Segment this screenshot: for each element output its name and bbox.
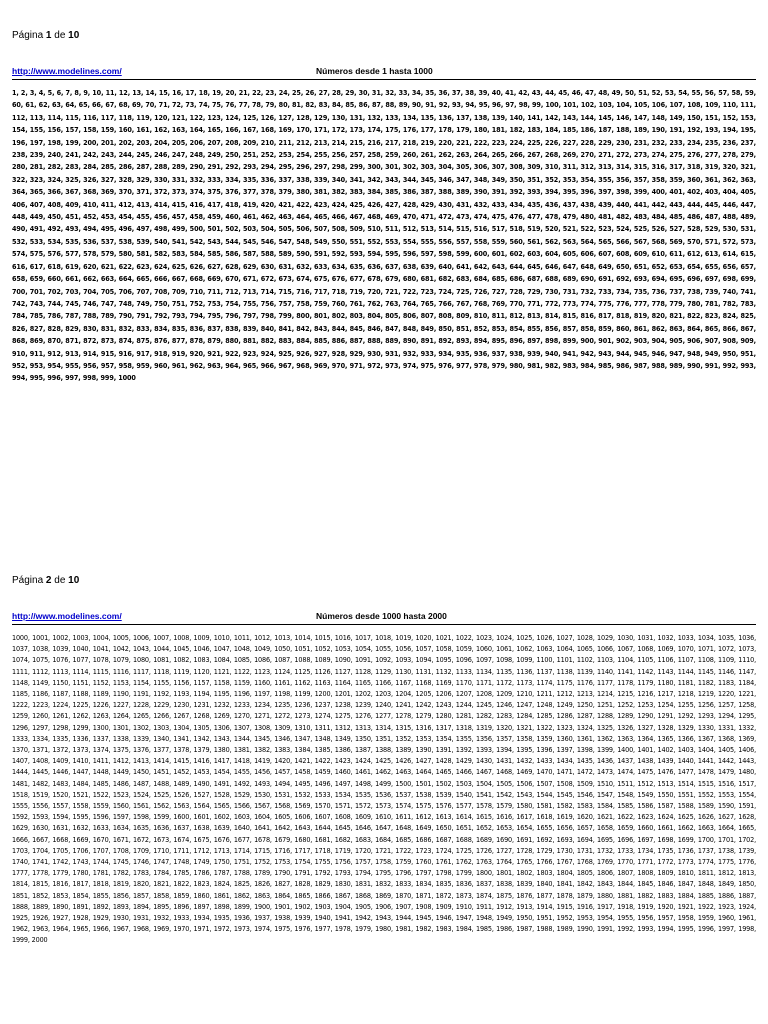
page-number: 2 — [45, 575, 52, 586]
page-title: Números desde 1000 hasta 2000 — [316, 611, 447, 621]
page-title: Números desde 1 hasta 1000 — [316, 66, 433, 76]
page-1 — [12, 30, 756, 385]
total-pages: 10 — [68, 30, 80, 41]
total-pages: 10 — [68, 575, 80, 586]
of-word: de — [54, 30, 66, 41]
page-word: Página — [12, 575, 44, 586]
of-word: de — [54, 575, 66, 586]
header-divider — [12, 624, 756, 625]
page-number: 1 — [45, 30, 52, 41]
site-link[interactable]: http://www.modelines.com/ — [12, 611, 122, 621]
site-link[interactable]: http://www.modelines.com/ — [12, 66, 122, 76]
header-divider — [12, 79, 756, 80]
page-2 — [12, 575, 756, 946]
page-word: Página — [12, 30, 44, 41]
page-header — [12, 65, 756, 77]
number-list: 1000, 1001, 1002, 1003, 1004, 1005, 1006, 1007, 1008, 1009, 1010, 1011, 1012, 1013, 1014, 1015, 1016, 1017, 1018, 1019, 1020, 1021, 1022, 1023, 1024, 1025, 1026, 1027, 1028, 1029, 1030, 1031, 1032, 1033, 1034, 1035, 1036, 1037, 1038, 1039, 1040, 1041, 1042, 1043, 1044, 1045, 1046, 1047, 1048, 1049, 1050, 1051, 1052, 1053, 1054, 1055, 1056, 1057, 1058, 1059, 1060, 1061, 1062, 1063, 1064, 1065, 1066, 1067, 1068, 1069, 1070, 1071, 1072, 1073, 1074, 1075, 1076, 1077, 1078, 1079, 1080, 1081, 1082, 1083, 1084, 1085, 1086, 1087, 1088, 1089, 1090, 1091, 1092, 1093, 1094, 1095, 1096, 1097, 1098, 1099, 1100, 1101, 1102, 1103, 1104, 1105, 1106, 1107, 1108, 1109, 1110, 1111, 1112, 1113, 1114, 1115, 1116, 1117, 1118, 1119, 1120, 1121, 1122, 1123, 1124, 1125, 1126, 1127, 1128, 1129, 1130, 1131, 1132, 1133, 1134, 1135, 1136, 1137, 1138, 1139, 1140, 1141, 1142, 1143, 1144, 1145, 1146, 1147, 1148, 1149, 1150, 1151, 1152, 1153, 1154, 1155, 1156, 1157, 1158, 1159, 1160, 1161, 1162, 1163, 1164, 1165, 1166, 1167, 1168, 1169, 1170, 1171, 1172, 1173, 1174, 1175, 1176, 1177, 1178, 1179, 1180, 1181, 1182, 1183, 1184, 1185, 1186, 1187, 1188, 1189, 1190, 1191, 1192, 1193, 1194, 1195, 1196, 1197, 1198, 1199, 1200, 1201, 1202, 1203, 1204, 1205, 1206, 1207, 1208, 1209, 1210, 1211, 1212, 1213, 1214, 1215, 1216, 1217, 1218, 1219, 1220, 1221, 1222, 1223, 1224, 1225, 1226, 1227, 1228, 1229, 1230, 1231, 1232, 1233, 1234, 1235, 1236, 1237, 1238, 1239, 1240, 1241, 1242, 1243, 1244, 1245, 1246, 1247, 1248, 1249, 1250, 1251, 1252, 1253, 1254, 1255, 1256, 1257, 1258, 1259, 1260, 1261, 1262, 1263, 1264, 1265, 1266, 1267, 1268, 1269, 1270, 1271, 1272, 1273, 1274, 1275, 1276, 1277, 1278, 1279, 1280, 1281, 1282, 1283, 1284, 1285, 1286, 1287, 1288, 1289, 1290, 1291, 1292, 1293, 1294, 1295, 1296, 1297, 1298, 1299, 1300, 1301, 1302, 1303, 1304, 1305, 1306, 1307, 1308, 1309, 1310, 1311, 1312, 1313, 1314, 1315, 1316, 1317, 1318, 1319, 1320, 1321, 1322, 1323, 1324, 1325, 1326, 1327, 1328, 1329, 1330, 1331, 1332, 1333, 1334, 1335, 1336, 1337, 1338, 1339, 1340, 1341, 1342, 1343, 1344, 1345, 1346, 1347, 1348, 1349, 1350, 1351, 1352, 1353, 1354, 1355, 1356, 1357, 1358, 1359, 1360, 1361, 1362, 1363, 1364, 1365, 1366, 1367, 1368, 1369, 1370, 1371, 1372, 1373, 1374, 1375, 1376, 1377, 1378, 1379, 1380, 1381, 1382, 1383, 1384, 1385, 1386, 1387, 1388, 1389, 1390, 1391, 1392, 1393, 1394, 1395, 1396, 1397, 1398, 1399, 1400, 1401, 1402, 1403, 1404, 1405, 1406, 1407, 1408, 1409, 1410, 1411, 1412, 1413, 1414, 1415, 1416, 1417, 1418, 1419, 1420, 1421, 1422, 1423, 1424, 1425, 1426, 1427, 1428, 1429, 1430, 1431, 1432, 1433, 1434, 1435, 1436, 1437, 1438, 1439, 1440, 1441, 1442, 1443, 1444, 1445, 1446, 1447, 1448, 1449, 1450, 1451, 1452, 1453, 1454, 1455, 1456, 1457, 1458, 1459, 1460, 1461, 1462, 1463, 1464, 1465, 1466, 1467, 1468, 1469, 1470, 1471, 1472, 1473, 1474, 1475, 1476, 1477, 1478, 1479, 1480, 1481, 1482, 1483, 1484, 1485, 1486, 1487, 1488, 1489, 1490, 1491, 1492, 1493, 1494, 1495, 1496, 1497, 1498, 1499, 1500, 1501, 1502, 1503, 1504, 1505, 1506, 1507, 1508, 1509, 1510, 1511, 1512, 1513, 1514, 1515, 1516, 1517, 1518, 1519, 1520, 1521, 1522, 1523, 1524, 1525, 1526, 1527, 1528, 1529, 1530, 1531, 1532, 1533, 1534, 1535, 1536, 1537, 1538, 1539, 1540, 1541, 1542, 1543, 1544, 1545, 1546, 1547, 1548, 1549, 1550, 1551, 1552, 1553, 1554, 1555, 1556, 1557, 1558, 1559, 1560, 1561, 1562, 1563, 1564, 1565, 1566, 1567, 1568, 1569, 1570, 1571, 1572, 1573, 1574, 1575, 1576, 1577, 1578, 1579, 1580, 1581, 1582, 1583, 1584, 1585, 1586, 1587, 1588, 1589, 1590, 1591, 1592, 1593, 1594, 1595, 1596, 1597, 1598, 1599, 1600, 1601, 1602, 1603, 1604, 1605, 1606, 1607, 1608, 1609, 1610, 1611, 1612, 1613, 1614, 1615, 1616, 1617, 1618, 1619, 1620, 1621, 1622, 1623, 1624, 1625, 1626, 1627, 1628, 1629, 1630, 1631, 1632, 1633, 1634, 1635, 1636, 1637, 1638, 1639, 1640, 1641, 1642, 1643, 1644, 1645, 1646, 1647, 1648, 1649, 1650, 1651, 1652, 1653, 1654, 1655, 1656, 1657, 1658, 1659, 1660, 1661, 1662, 1663, 1664, 1665, 1666, 1667, 1668, 1669, 1670, 1671, 1672, 1673, 1674, 1675, 1676, 1677, 1678, 1679, 1680, 1681, 1682, 1683, 1684, 1685, 1686, 1687, 1688, 1689, 1690, 1691, 1692, 1693, 1694, 1695, 1696, 1697, 1698, 1699, 1700, 1701, 1702, 1703, 1704, 1705, 1706, 1707, 1708, 1709, 1710, 1711, 1712, 1713, 1714, 1715, 1716, 1717, 1718, 1719, 1720, 1721, 1722, 1723, 1724, 1725, 1726, 1727, 1728, 1729, 1730, 1731, 1732, 1733, 1734, 1735, 1736, 1737, 1738, 1739, 1740, 1741, 1742, 1743, 1744, 1745, 1746, 1747, 1748, 1749, 1750, 1751, 1752, 1753, 1754, 1755, 1756, 1757, 1758, 1759, 1760, 1761, 1762, 1763, 1764, 1765, 1766, 1767, 1768, 1769, 1770, 1771, 1772, 1773, 1774, 1775, 1776, 1777, 1778, 1779, 1780, 1781, 1782, 1783, 1784, 1785, 1786, 1787, 1788, 1789, 1790, 1791, 1792, 1793, 1794, 1795, 1796, 1797, 1798, 1799, 1800, 1801, 1802, 1803, 1804, 1805, 1806, 1807, 1808, 1809, 1810, 1811, 1812, 1813, 1814, 1815, 1816, 1817, 1818, 1819, 1820, 1821, 1822, 1823, 1824, 1825, 1826, 1827, 1828, 1829, 1830, 1831, 1832, 1833, 1834, 1835, 1836, 1837, 1838, 1839, 1840, 1841, 1842, 1843, 1844, 1845, 1846, 1847, 1848, 1849, 1850, 1851, 1852, 1853, 1854, 1855, 1856, 1857, 1858, 1859, 1860, 1861, 1862, 1863, 1864, 1865, 1866, 1867, 1868, 1869, 1870, 1871, 1872, 1873, 1874, 1875, 1876, 1877, 1878, 1879, 1880, 1881, 1882, 1883, 1884, 1885, 1886, 1887, 1888, 1889, 1890, 1891, 1892, 1893, 1894, 1895, 1896, 1897, 1898, 1899, 1900, 1901, 1902, 1903, 1904, 1905, 1906, 1907, 1908, 1909, 1910, 1911, 1912, 1913, 1914, 1915, 1916, 1917, 1918, 1919, 1920, 1921, 1922, 1923, 1924, 1925, 1926, 1927, 1928, 1929, 1930, 1931, 1932, 1933, 1934, 1935, 1936, 1937, 1938, 1939, 1940, 1941, 1942, 1943, 1944, 1945, 1946, 1947, 1948, 1949, 1950, 1951, 1952, 1953, 1954, 1955, 1956, 1957, 1958, 1959, 1960, 1961, 1962, 1963, 1964, 1965, 1966, 1967, 1968, 1969, 1970, 1971, 1972, 1973, 1974, 1975, 1976, 1977, 1978, 1979, 1980, 1981, 1982, 1983, 1984, 1985, 1986, 1987, 1988, 1989, 1990, 1991, 1992, 1993, 1994, 1995, 1996, 1997, 1998, 1999, 2000 — [12, 633, 756, 945]
page-header — [12, 610, 756, 622]
page-indicator — [12, 575, 756, 587]
number-list: 1, 2, 3, 4, 5, 6, 7, 8, 9, 10, 11, 12, 13, 14, 15, 16, 17, 18, 19, 20, 21, 22, 23, 24, 25, 26, 27, 28, 29, 30, 31, 32, 33, 34, 35, 36, 37, 38, 39, 40, 41, 42, 43, 44, 45, 46, 47, 48, 49, 50, 51, 52, 53, 54, 55, 56, 57, 58, 59, 60, 61, 62, 63, 64, 65, 66, 67, 68, 69, 70, 71, 72, 73, 74, 75, 76, 77, 78, 79, 80, 81, 82, 83, 84, 85, 86, 87, 88, 89, 90, 91, 92, 93, 94, 95, 96, 97, 98, 99, 100, 101, 102, 103, 104, 105, 106, 107, 108, 109, 110, 111, 112, 113, 114, 115, 116, 117, 118, 119, 120, 121, 122, 123, 124, 125, 126, 127, 128, 129, 130, 131, 132, 133, 134, 135, 136, 137, 138, 139, 140, 141, 142, 143, 144, 145, 146, 147, 148, 149, 150, 151, 152, 153, 154, 155, 156, 157, 158, 159, 160, 161, 162, 163, 164, 165, 166, 167, 168, 169, 170, 171, 172, 173, 174, 175, 176, 177, 178, 179, 180, 181, 182, 183, 184, 185, 186, 187, 188, 189, 190, 191, 192, 193, 194, 195, 196, 197, 198, 199, 200, 201, 202, 203, 204, 205, 206, 207, 208, 209, 210, 211, 212, 213, 214, 215, 216, 217, 218, 219, 220, 221, 222, 223, 224, 225, 226, 227, 228, 229, 230, 231, 232, 233, 234, 235, 236, 237, 238, 239, 240, 241, 242, 243, 244, 245, 246, 247, 248, 249, 250, 251, 252, 253, 254, 255, 256, 257, 258, 259, 260, 261, 262, 263, 264, 265, 266, 267, 268, 269, 270, 271, 272, 273, 274, 275, 276, 277, 278, 279, 280, 281, 282, 283, 284, 285, 286, 287, 288, 289, 290, 291, 292, 293, 294, 295, 296, 297, 298, 299, 300, 301, 302, 303, 304, 305, 306, 307, 308, 309, 310, 311, 312, 313, 314, 315, 316, 317, 318, 319, 320, 321, 322, 323, 324, 325, 326, 327, 328, 329, 330, 331, 332, 333, 334, 335, 336, 337, 338, 339, 340, 341, 342, 343, 344, 345, 346, 347, 348, 349, 350, 351, 352, 353, 354, 355, 356, 357, 358, 359, 360, 361, 362, 363, 364, 365, 366, 367, 368, 369, 370, 371, 372, 373, 374, 375, 376, 377, 378, 379, 380, 381, 382, 383, 384, 385, 386, 387, 388, 389, 390, 391, 392, 393, 394, 395, 396, 397, 398, 399, 400, 401, 402, 403, 404, 405, 406, 407, 408, 409, 410, 411, 412, 413, 414, 415, 416, 417, 418, 419, 420, 421, 422, 423, 424, 425, 426, 427, 428, 429, 430, 431, 432, 433, 434, 435, 436, 437, 438, 439, 440, 441, 442, 443, 444, 445, 446, 447, 448, 449, 450, 451, 452, 453, 454, 455, 456, 457, 458, 459, 460, 461, 462, 463, 464, 465, 466, 467, 468, 469, 470, 471, 472, 473, 474, 475, 476, 477, 478, 479, 480, 481, 482, 483, 484, 485, 486, 487, 488, 489, 490, 491, 492, 493, 494, 495, 496, 497, 498, 499, 500, 501, 502, 503, 504, 505, 506, 507, 508, 509, 510, 511, 512, 513, 514, 515, 516, 517, 518, 519, 520, 521, 522, 523, 524, 525, 526, 527, 528, 529, 530, 531, 532, 533, 534, 535, 536, 537, 538, 539, 540, 541, 542, 543, 544, 545, 546, 547, 548, 549, 550, 551, 552, 553, 554, 555, 556, 557, 558, 559, 560, 561, 562, 563, 564, 565, 566, 567, 568, 569, 570, 571, 572, 573, 574, 575, 576, 577, 578, 579, 580, 581, 582, 583, 584, 585, 586, 587, 588, 589, 590, 591, 592, 593, 594, 595, 596, 597, 598, 599, 600, 601, 602, 603, 604, 605, 606, 607, 608, 609, 610, 611, 612, 613, 614, 615, 616, 617, 618, 619, 620, 621, 622, 623, 624, 625, 626, 627, 628, 629, 630, 631, 632, 633, 634, 635, 636, 637, 638, 639, 640, 641, 642, 643, 644, 645, 646, 647, 648, 649, 650, 651, 652, 653, 654, 655, 656, 657, 658, 659, 660, 661, 662, 663, 664, 665, 666, 667, 668, 669, 670, 671, 672, 673, 674, 675, 676, 677, 678, 679, 680, 681, 682, 683, 684, 685, 686, 687, 688, 689, 690, 691, 692, 693, 694, 695, 696, 697, 698, 699, 700, 701, 702, 703, 704, 705, 706, 707, 708, 709, 710, 711, 712, 713, 714, 715, 716, 717, 718, 719, 720, 721, 722, 723, 724, 725, 726, 727, 728, 729, 730, 731, 732, 733, 734, 735, 736, 737, 738, 739, 740, 741, 742, 743, 744, 745, 746, 747, 748, 749, 750, 751, 752, 753, 754, 755, 756, 757, 758, 759, 760, 761, 762, 763, 764, 765, 766, 767, 768, 769, 770, 771, 772, 773, 774, 775, 776, 777, 778, 779, 780, 781, 782, 783, 784, 785, 786, 787, 788, 789, 790, 791, 792, 793, 794, 795, 796, 797, 798, 799, 800, 801, 802, 803, 804, 805, 806, 807, 808, 809, 810, 811, 812, 813, 814, 815, 816, 817, 818, 819, 820, 821, 822, 823, 824, 825, 826, 827, 828, 829, 830, 831, 832, 833, 834, 835, 836, 837, 838, 839, 840, 841, 842, 843, 844, 845, 846, 847, 848, 849, 850, 851, 852, 853, 854, 855, 856, 857, 858, 859, 860, 861, 862, 863, 864, 865, 866, 867, 868, 869, 870, 871, 872, 873, 874, 875, 876, 877, 878, 879, 880, 881, 882, 883, 884, 885, 886, 887, 888, 889, 890, 891, 892, 893, 894, 895, 896, 897, 898, 899, 900, 901, 902, 903, 904, 905, 906, 907, 908, 909, 910, 911, 912, 913, 914, 915, 916, 917, 918, 919, 920, 921, 922, 923, 924, 925, 926, 927, 928, 929, 930, 931, 932, 933, 934, 935, 936, 937, 938, 939, 940, 941, 942, 943, 944, 945, 946, 947, 948, 949, 950, 951, 952, 953, 954, 955, 956, 957, 958, 959, 960, 961, 962, 963, 964, 965, 966, 967, 968, 969, 970, 971, 972, 973, 974, 975, 976, 977, 978, 979, 980, 981, 982, 983, 984, 985, 986, 987, 988, 989, 990, 991, 992, 993, 994, 995, 996, 997, 998, 999, 1000 — [12, 88, 756, 383]
page-indicator — [12, 30, 756, 42]
